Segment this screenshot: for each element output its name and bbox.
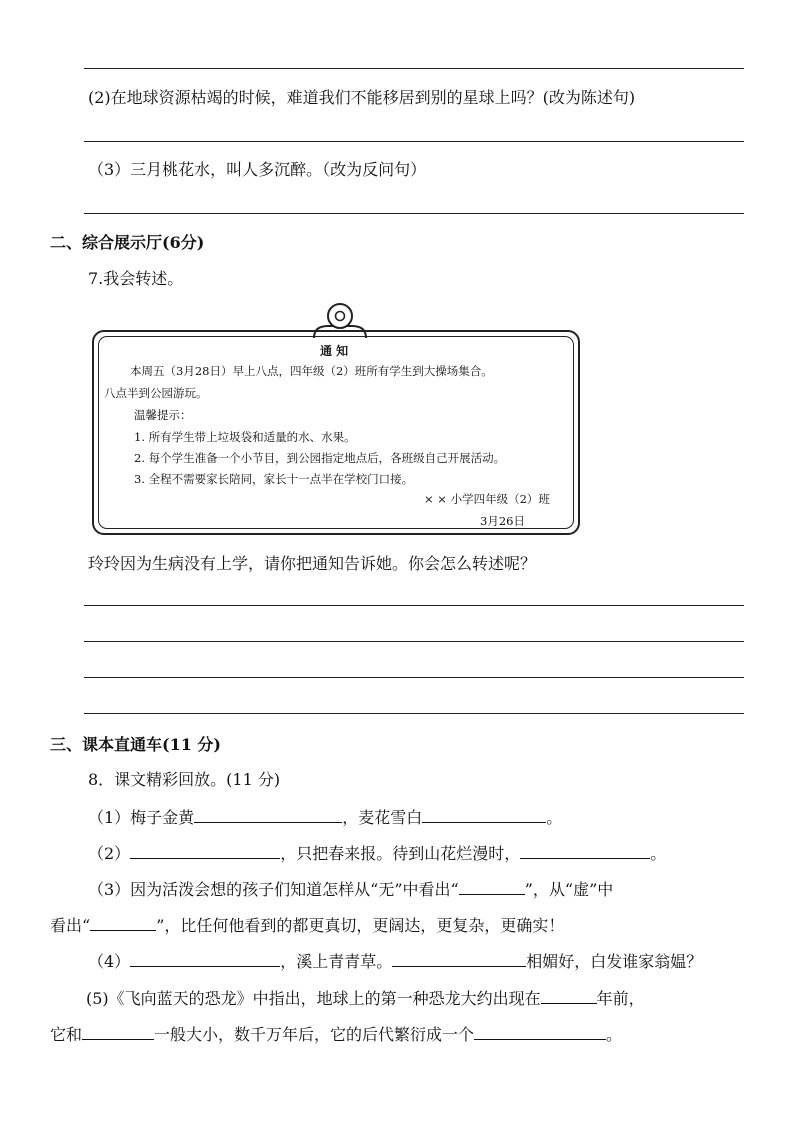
section-heading-2: 二、综合展示厅(6分): [50, 233, 205, 252]
notice-tips-label: 温馨提示：: [134, 408, 192, 422]
question-6-2: (2)在地球资源枯竭的时候，难道我们不能移居到别的星球上吗？(改为陈述句): [88, 88, 636, 107]
answer-line[interactable]: [84, 68, 744, 69]
fill-blank[interactable]: [90, 916, 156, 931]
notice-tip-2: 2. 每个学生准备一个小节目，到公园指定地点后，各班级自己开展活动。: [134, 451, 506, 465]
answer-line[interactable]: [84, 641, 744, 642]
question-7-prompt: 玲玲因为生病没有上学，请你把通知告诉她。你会怎么转述呢？: [88, 554, 537, 573]
fill-blank[interactable]: [194, 808, 342, 823]
section-heading-3: 三、课本直通车(11 分): [50, 735, 221, 754]
fill-blank[interactable]: [520, 844, 650, 859]
answer-line[interactable]: [84, 605, 744, 606]
item-5-cont: 它和 一般大小，数千万年后，它的后代繁衍成一个 。: [50, 1025, 623, 1044]
notice-signature: × × 小学四年级（2）班: [424, 492, 550, 506]
item-5: (5)《飞向蓝天的恐龙》中指出，地球上的第一种恐龙大约出现在 年前，: [86, 989, 645, 1008]
fill-blank[interactable]: [474, 1025, 606, 1040]
fill-blank[interactable]: [392, 952, 526, 967]
fill-blank[interactable]: [130, 844, 280, 859]
answer-line[interactable]: [84, 677, 744, 678]
answer-line[interactable]: [84, 213, 744, 214]
question-8-title: 8．课文精彩回放。(11 分): [88, 770, 281, 789]
notice-tip-3: 3. 全程不需要家长陪同，家长十一点半在学校门口接。: [134, 472, 414, 486]
item-1: （1）梅子金黄 ，麦花雪白 。: [88, 808, 563, 827]
item-4: （4） ，溪上青青草。 相媚好，白发谁家翁媪？: [88, 952, 703, 971]
fill-blank[interactable]: [541, 989, 597, 1004]
notice-tip-1: 1. 所有学生带上垃圾袋和适量的水、水果。: [134, 430, 356, 444]
notice-line-1: 本周五（3月28日）早上八点，四年级（2）班所有学生到大操场集合。: [130, 364, 493, 378]
item-3-cont: 看出“ ”，比任何他看到的都更真切，更阔达，更复杂，更确实！: [50, 916, 565, 935]
fill-blank[interactable]: [422, 808, 546, 823]
notice-title: 通 知: [320, 344, 349, 358]
item-2: （2） ，只把春来报。待到山花烂漫时， 。: [88, 844, 667, 863]
fill-blank[interactable]: [82, 1025, 154, 1040]
fill-blank[interactable]: [459, 880, 525, 895]
notice-line-2: 八点半到公园游玩。: [104, 386, 208, 400]
question-7-title: 7.我会转述。: [88, 269, 184, 288]
item-3: （3）因为活泼会想的孩子们知道怎样从“无”中看出“ ”，从“虚”中: [88, 880, 614, 899]
notice-date: 3月26日: [480, 514, 525, 528]
question-6-3: （3）三月桃花水，叫人多沉醉。（改为反问句）: [88, 160, 427, 179]
fill-blank[interactable]: [130, 952, 280, 967]
answer-line[interactable]: [84, 141, 744, 142]
answer-line[interactable]: [84, 713, 744, 714]
